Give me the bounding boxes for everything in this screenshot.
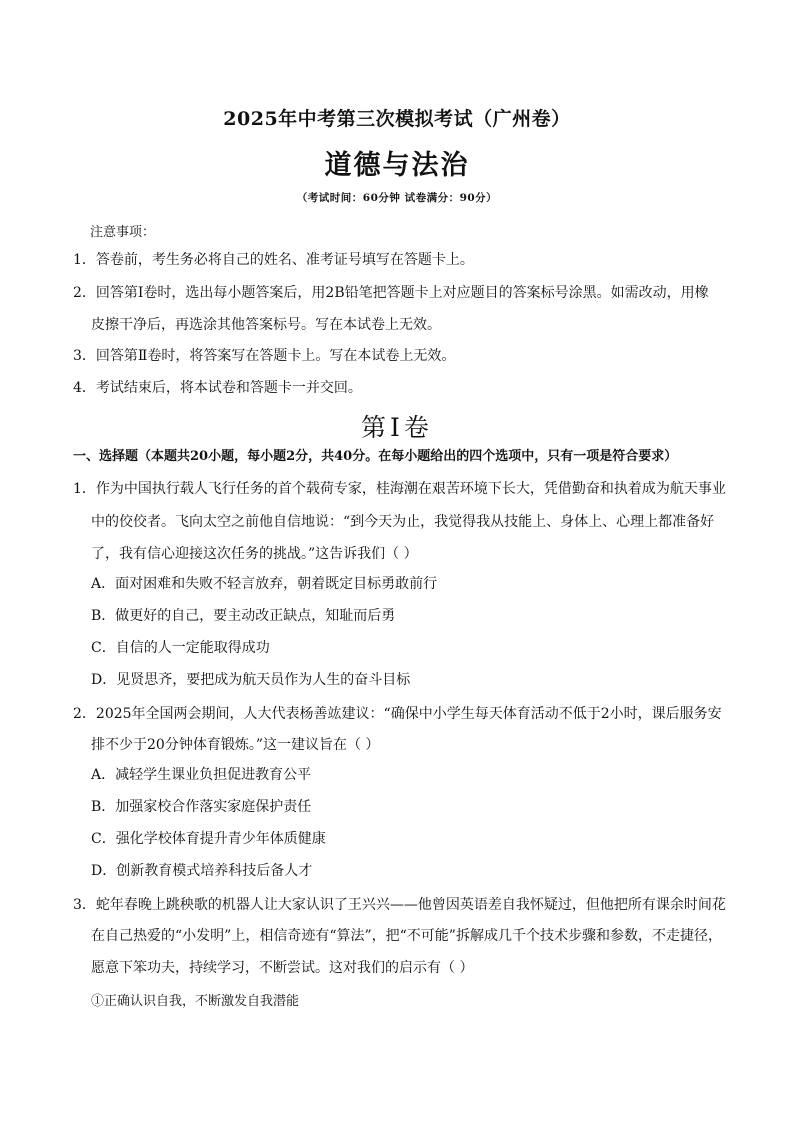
part-heading: 一、选择题（本题共20小题，每小题2分，共40分。在每小题给出的四个选项中，只有一项是符合要求） <box>73 449 678 464</box>
question-2-option-c: C．强化学校体育提升青少年体质健康 <box>91 831 326 847</box>
question-1-line: 了，我有信心迎接这次任务的挑战。”这告诉我们（ ） <box>91 546 418 562</box>
question-3-line: 3．蛇年春晚上跳秧歌的机器人让大家认识了王兴兴——他曾因英语差自我怀疑过，但他把所有课余时间花 <box>73 897 726 913</box>
question-3-line: 在自己热爱的“小发明”上，相信奇迹有“算法”，把“不可能”拆解成几千个技术步骤和参数，不走捷径， <box>91 928 722 944</box>
notice-heading: 注意事项： <box>90 225 156 240</box>
notice-item: 1．答卷前，考生务必将自己的姓名、准考证号填写在答题卡上。 <box>73 252 474 268</box>
exam-info: （考试时间：60分钟 试卷满分：90分） <box>296 192 498 204</box>
subject-title: 道德与法治 <box>324 150 470 181</box>
question-1-option-d: D．见贤思齐，要把成为航天员作为人生的奋斗目标 <box>91 672 411 688</box>
question-2-line: 排不少于20分钟体育锻炼。”这一建议旨在（ ） <box>91 737 380 753</box>
question-3-statement-1: ①正确认识自我，不断激发自我潜能 <box>91 994 300 1009</box>
question-1-option-c: C．自信的人一定能取得成功 <box>91 640 270 656</box>
notice-item: 3．回答第Ⅱ卷时，将答案写在答题卡上。写在本试卷上无效。 <box>73 348 456 364</box>
notice-item: 4．考试结束后，将本试卷和答题卡一并交回。 <box>73 380 362 396</box>
question-1-line: 中的佼佼者。飞向太空之前他自信地说：“到今天为止，我觉得我从技能上、身体上、心理上都准备好 <box>91 514 715 530</box>
question-3-line: 愿意下笨功夫，持续学习，不断尝试。这对我们的启示有（ ） <box>91 960 474 976</box>
question-2-option-d: D．创新教育模式培养科技后备人才 <box>91 863 313 879</box>
question-1-option-b: B．做更好的自己，要主动改正缺点，知耻而后勇 <box>91 608 396 624</box>
notice-item-continued: 皮擦干净后，再选涂其他答案标号。写在本试卷上无效。 <box>91 317 441 333</box>
question-1-option-a: A．面对困难和失败不轻言放弃，朝着既定目标勇敢前行 <box>91 576 438 592</box>
question-1-line: 1．作为中国执行载人飞行任务的首个载荷专家，桂海潮在艰苦环境下长大，凭借勤奋和执着成为航天事业 <box>73 481 726 497</box>
question-2-option-a: A．减轻学生课业负担促进教育公平 <box>91 767 312 783</box>
question-2-line: 2．2025年全国两会期间，人大代表杨善竑建议：“确保中小学生每天体育活动不低于2小时，课后服务安 <box>73 706 722 722</box>
notice-item: 2．回答第Ⅰ卷时，选出每小题答案后，用2B铅笔把答题卡上对应题目的答案标号涂黑。如需改动，用橡 <box>73 285 709 301</box>
exam-title: 2025年中考第三次模拟考试（广州卷） <box>223 108 571 130</box>
question-2-option-b: B．加强家校合作落实家庭保护责任 <box>91 799 312 815</box>
section-title: 第Ⅰ卷 <box>361 413 433 442</box>
